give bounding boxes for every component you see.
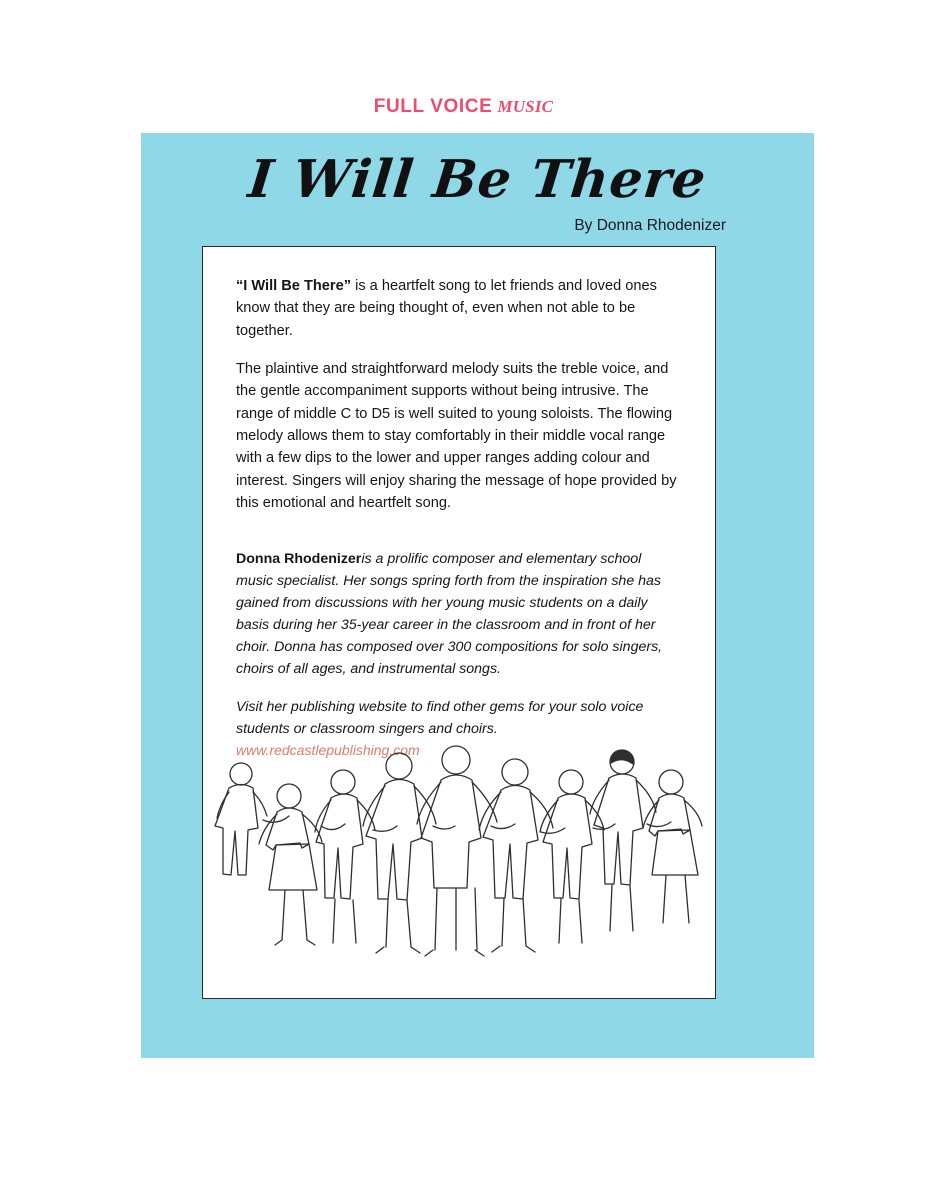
figure-7: [540, 770, 604, 943]
page-title: I Will Be There: [245, 149, 710, 210]
section-spacer: [236, 530, 682, 548]
composer-bio-text: is a prolific composer and elementary school music specialist. Her songs spring forth from the inspiration she has gained from discussions with her young music students on a daily basis during her 35-year career in the classroom and in front of her choir. Donna has composed over 300 compositions for solo singers, choirs of all ages, and instrumental songs.: [236, 551, 663, 678]
composer-bio: [236, 548, 682, 680]
figure-6: [479, 759, 553, 952]
figure-4: [363, 753, 436, 953]
publisher-website-link[interactable]: www.redcastlepublishing.com: [236, 742, 420, 759]
brand-header: [0, 96, 927, 118]
circle-of-people-illustration: [203, 730, 717, 990]
description-card: [202, 246, 716, 999]
figure-9-right: [643, 770, 702, 923]
description-paragraph-2: The plaintive and straightforward melody suits the treble voice, and the gentle accompaniment supports without being intrusive. The range of middle C to D5 is well suited to young soloists. The flowing melody allows them to stay comfortably in their middle vocal range with a few dips to the lower and upper ranges adding colour and interest. Singers will enjoy sharing the message of hope provided by this emotional and heartfelt song.: [236, 360, 677, 511]
brand-name-secondary: MUSIC: [497, 97, 554, 116]
description-lead-rest: is a heartfelt song to let friends and loved ones know that they are being thought of, even when not able to be together.: [236, 278, 657, 339]
visit-note: Visit her publishing website to find other gems for your solo voice students or classroom singers and choirs.: [236, 699, 644, 738]
byline: By Donna Rhodenizer: [574, 217, 726, 234]
figure-left-skirt: [259, 784, 322, 945]
song-title-quoted: “I Will Be There”: [236, 278, 352, 294]
composer-name: Donna Rhodenizer: [236, 551, 362, 568]
description-lead: [236, 275, 682, 342]
cover-panel: [141, 133, 814, 1058]
brand-name-primary: FULL VOICE: [373, 96, 493, 117]
figure-8: [590, 750, 656, 931]
figure-3: [315, 770, 375, 943]
figure-back-left: [215, 763, 267, 875]
figure-5-center: [417, 746, 497, 956]
